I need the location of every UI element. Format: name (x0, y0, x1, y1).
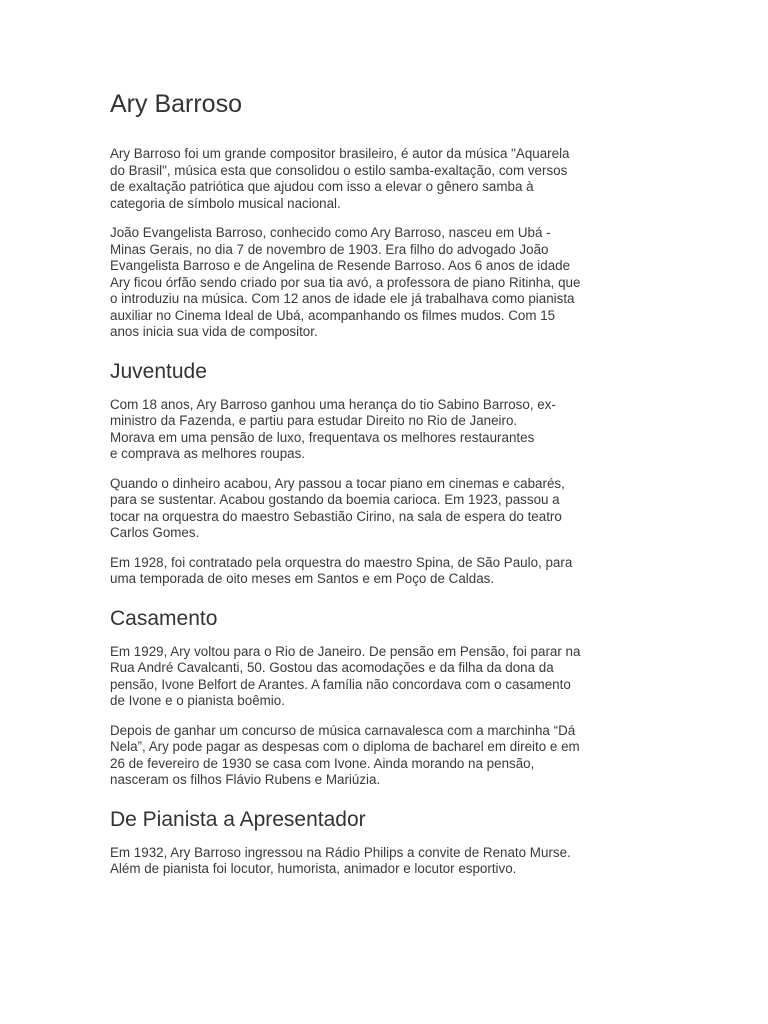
pianista-paragraph: Em 1932, Ary Barroso ingressou na Rádio Philips a convite de Renato Murse. Além de pianista foi locutor, humorista, animador e locutor esportivo. (110, 844, 571, 876)
section-heading-casamento: Casamento (110, 606, 218, 630)
intro-paragraph: Ary Barroso foi um grande compositor brasileiro, é autor da música "Aquarela do Brasil", música esta que consolidou o estilo samba-exaltação, com versos de exaltação patriótica que ajudou com isso a elevar o gênero samba à categoria de símbolo musical nacional. (110, 146, 570, 211)
document-page (110, 84, 650, 891)
juventude-paragraph: Em 1928, foi contratado pela orquestra do maestro Spina, de São Paulo, para uma temporada de oito meses em Santos e em Poço de Caldas. (110, 554, 573, 586)
casamento-paragraph: Depois de ganhar um concurso de música carnavalesca com a marchinha “Dá Nela”, Ary pode pagar as despesas com o diploma de bacharel em direito e em 26 de fevereiro de 1930 se casa com Ivone. Ainda morando na pensão, nasceram os filhos Flávio Rubens e Mariúzia. (110, 722, 580, 787)
casamento-paragraph: Em 1929, Ary voltou para o Rio de Janeiro. De pensão em Pensão, foi parar na Rua André Cavalcanti, 50. Gostou das acomodações e da filha da dona da pensão, Ivone Belfort de Arantes. A família não concordava com o casamento de Ivone e o pianista boêmio. (110, 643, 581, 708)
juventude-paragraph: Quando o dinheiro acabou, Ary passou a tocar piano em cinemas e cabarés, para se sustentar. Acabou gostando da boemia carioca. Em 1923, passou a tocar na orquestra do maestro Sebastião Cirino, na sala de espera do teatro Carlos Gomes. (110, 475, 565, 540)
section-heading-juventude: Juventude (110, 359, 207, 383)
section-heading-pianista: De Pianista a Apresentador (110, 807, 366, 831)
intro-paragraph: João Evangelista Barroso, conhecido como Ary Barroso, nasceu em Ubá - Minas Gerais, no dia 7 de novembro de 1903. Era filho do advogado João Evangelista Barroso e de Angelina de Resende Barroso. Aos 6 anos de idade Ary ficou órfão sendo criado por sua tia avó, a professora de piano Ritinha, que o introduziu na música. Com 12 anos de idade ele já trabalhava como pianista auxiliar no Cinema Ideal de Ubá, acompanhando os filmes mudos. Com 15 anos inicia sua vida de compositor. (110, 225, 581, 339)
juventude-paragraph: Com 18 anos, Ary Barroso ganhou uma herança do tio Sabino Barroso, ex- ministro da Fazenda, e partiu para estudar Direito no Rio de Janeiro. Morava em uma pensão de luxo, frequentava os melhores restaurantes e comprava as melhores roupas. (110, 396, 556, 461)
page-title: Ary Barroso (110, 90, 242, 118)
